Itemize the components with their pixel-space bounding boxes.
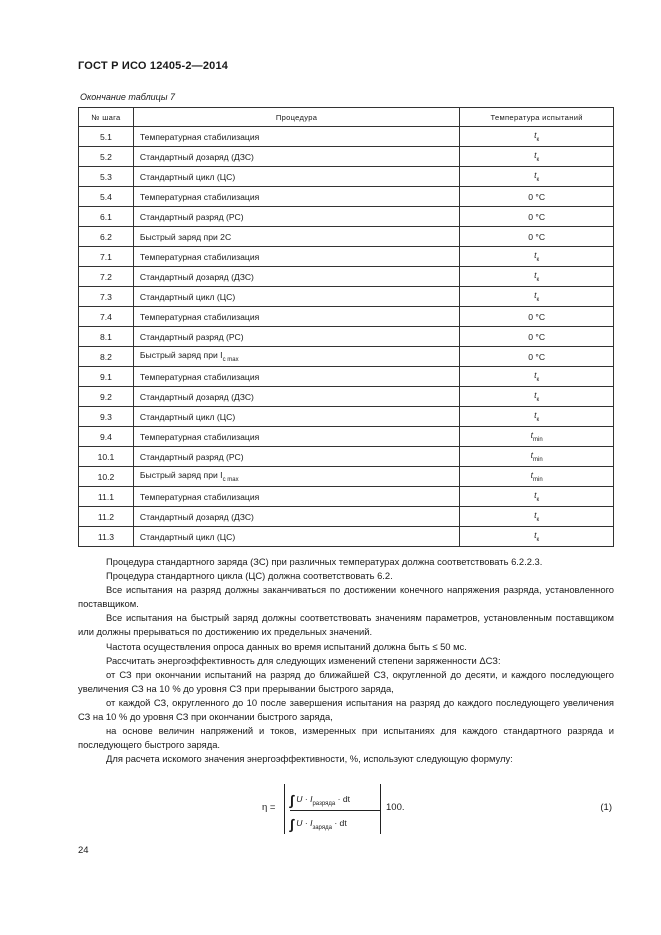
- temperature-subscript: min: [532, 457, 543, 463]
- table-row: [79, 467, 614, 487]
- temperature-value: t: [534, 150, 537, 160]
- table-row: [79, 527, 614, 547]
- procedure-cell: [133, 167, 459, 187]
- temperature-value: t: [534, 370, 537, 380]
- temperature-cell: [460, 347, 614, 367]
- integral-sign: ∫: [290, 816, 294, 832]
- table-caption: Окончание таблицы 7: [80, 92, 175, 102]
- temperature-subscript: min: [532, 477, 543, 483]
- temperature-value: t: [534, 250, 537, 260]
- procedure-text: Стандартный дозаряд (ДЗС): [139, 271, 254, 282]
- temperature-cell: [460, 287, 614, 307]
- temperature-value: t: [534, 290, 537, 300]
- integral-sign: ∫: [290, 792, 294, 808]
- table-header-row: [79, 108, 614, 127]
- procedure-text: Стандартный цикл (ЦС): [139, 531, 236, 542]
- temperature-cell: [460, 207, 614, 227]
- temperature-cell: [460, 427, 614, 447]
- procedure-cell: [133, 367, 459, 387]
- temperature-cell: [460, 267, 614, 287]
- procedure-cell: [133, 527, 459, 547]
- procedure-cell: [133, 267, 459, 287]
- temperature-cell: [460, 367, 614, 387]
- procedure-text: Стандартный дозаряд (ДЗС): [139, 391, 254, 402]
- table-row: [79, 367, 614, 387]
- temperature-value: t: [530, 470, 533, 480]
- table-row: [79, 327, 614, 347]
- table-row: [79, 287, 614, 307]
- table-row: [79, 447, 614, 467]
- procedure-text: Стандартный разряд (РС): [139, 331, 244, 342]
- paragraph: на основе величин напряжений и токов, измеренных при испытаниях для каждого стандартного разряда и последующего быстрого заряда.: [78, 725, 614, 751]
- procedure-cell: [133, 327, 459, 347]
- temperature-cell: [460, 187, 614, 207]
- temperature-value: t: [534, 510, 537, 520]
- temperature-value: 0 °C: [528, 211, 546, 222]
- procedure-cell: [133, 127, 459, 147]
- temperature-cell: [460, 387, 614, 407]
- procedure-cell: [133, 247, 459, 267]
- temperature-subscript: к: [536, 277, 540, 283]
- temperature-subscript: к: [536, 497, 540, 503]
- procedure-text: Стандартный разряд (РС): [139, 451, 244, 462]
- step-number: 9.3: [79, 407, 134, 427]
- procedure-cell: [133, 187, 459, 207]
- procedure-text: Температурная стабилизация: [139, 131, 260, 142]
- temperature-value: t: [530, 450, 533, 460]
- step-number: 6.2: [79, 227, 134, 247]
- temperature-subscript: min: [532, 437, 543, 443]
- temperature-value: 0 °C: [528, 331, 546, 342]
- paragraph: от каждой СЗ, округленного до 10 после завершения испытания на разряд до каждого последующего увеличения СЗ на 10 % до уровня СЗ при окончании быстрого заряда,: [78, 696, 614, 723]
- temperature-subscript: к: [536, 377, 540, 383]
- procedure-text: Стандартный цикл (ЦС): [139, 291, 236, 302]
- procedure-text: Стандартный цикл (ЦС): [139, 411, 236, 422]
- temperature-subscript: к: [536, 137, 540, 143]
- procedure-text: Стандартный дозаряд (ДЗС): [139, 511, 254, 522]
- temperature-value: t: [534, 390, 537, 400]
- paragraph: Частота осуществления опроса данных во время испытаний должна быть ≤ 50 мс.: [106, 640, 467, 652]
- formula-denominator: ∫ $U \cdot I_{заряда}$ · dt: [290, 816, 347, 832]
- temperature-value: t: [530, 430, 533, 440]
- temperature-subscript: к: [536, 157, 540, 163]
- temperature-cell: [460, 407, 614, 427]
- step-number: 8.1: [79, 327, 134, 347]
- step-number: 9.1: [79, 367, 134, 387]
- equation-number: (1): [600, 802, 612, 813]
- procedure-cell: [133, 447, 459, 467]
- steps-table: [78, 107, 614, 547]
- table-row: [79, 127, 614, 147]
- procedure-cell: [133, 287, 459, 307]
- temperature-value: t: [534, 490, 537, 500]
- paragraph: Все испытания на разряд должны заканчиваться по достижении конечного напряжения разряда, установленного поставщиком.: [78, 584, 614, 610]
- step-number: 9.2: [79, 387, 134, 407]
- procedure-cell: [133, 387, 459, 407]
- table-row: [79, 267, 614, 287]
- procedure-subscript: c max: [222, 477, 239, 483]
- temperature-subscript: к: [536, 257, 540, 263]
- temperature-value: t: [534, 170, 537, 180]
- efficiency-formula: [78, 780, 614, 840]
- table-row: [79, 227, 614, 247]
- temperature-cell: [460, 447, 614, 467]
- step-number: 10.2: [79, 467, 134, 487]
- table-row: [79, 247, 614, 267]
- temperature-subscript: к: [536, 297, 540, 303]
- temperature-cell: [460, 487, 614, 507]
- body-text: [78, 555, 614, 766]
- temperature-cell: [460, 527, 614, 547]
- column-header-step: № шага: [79, 108, 134, 127]
- procedure-cell: [133, 307, 459, 327]
- temperature-value: t: [534, 270, 537, 280]
- temperature-value: 0 °C: [528, 311, 546, 322]
- procedure-text: Стандартный разряд (РС): [139, 211, 244, 222]
- procedure-text: Быстрый заряд при I: [139, 350, 223, 360]
- procedure-cell: [133, 427, 459, 447]
- step-number: 7.1: [79, 247, 134, 267]
- procedure-cell: [133, 507, 459, 527]
- step-number: 11.1: [79, 487, 134, 507]
- step-number: 5.1: [79, 127, 134, 147]
- procedure-text: Быстрый заряд при I: [139, 470, 223, 480]
- step-number: 6.1: [79, 207, 134, 227]
- table-row: [79, 147, 614, 167]
- temperature-cell: [460, 127, 614, 147]
- table-row: [79, 207, 614, 227]
- step-number: 5.4: [79, 187, 134, 207]
- temperature-cell: [460, 247, 614, 267]
- temperature-subscript: к: [536, 517, 540, 523]
- procedure-text: Стандартный цикл (ЦС): [139, 171, 236, 182]
- paragraph: Процедура стандартного заряда (ЗС) при различных температурах должна соответствовать 6.2.2.3.: [106, 556, 543, 567]
- step-number: 5.2: [79, 147, 134, 167]
- paragraph: Рассчитать энергоэффективность для следующих изменений степени заряженности ΔСЗ:: [106, 654, 501, 666]
- step-number: 7.3: [79, 287, 134, 307]
- temperature-cell: [460, 147, 614, 167]
- temperature-cell: [460, 507, 614, 527]
- temperature-subscript: к: [536, 537, 540, 543]
- temperature-cell: [460, 227, 614, 247]
- step-number: 10.1: [79, 447, 134, 467]
- column-header-procedure: Процедура: [133, 108, 459, 127]
- table-row: [79, 427, 614, 447]
- formula-left-bar: [284, 784, 285, 834]
- procedure-text: Температурная стабилизация: [139, 371, 260, 382]
- formula-multiplier: 100.: [386, 802, 405, 813]
- paragraph: Все испытания на быстрый заряд должны соответствовать значениям параметров, установленным поставщиком или должны прерываться по достижению их предельных значений.: [78, 612, 614, 638]
- step-number: 8.2: [79, 347, 134, 367]
- step-number: 11.3: [79, 527, 134, 547]
- procedure-text: Быстрый заряд при 2С: [139, 231, 232, 242]
- procedure-text: Температурная стабилизация: [139, 431, 260, 442]
- page-number: 24: [78, 845, 89, 856]
- procedure-subscript: c max: [222, 357, 239, 363]
- formula-right-bar: [380, 784, 381, 834]
- temperature-value: 0 °C: [528, 351, 546, 362]
- formula-numerator: ∫ $U \cdot I_{разряда}$ · dt: [290, 792, 350, 808]
- column-header-temperature: Температура испытаний: [460, 108, 614, 127]
- temperature-value: t: [534, 410, 537, 420]
- procedure-text: Температурная стабилизация: [139, 251, 260, 262]
- table-row: [79, 347, 614, 367]
- table-row: [79, 487, 614, 507]
- temperature-cell: [460, 307, 614, 327]
- step-number: 9.4: [79, 427, 134, 447]
- temperature-cell: [460, 467, 614, 487]
- procedure-cell: [133, 207, 459, 227]
- table-row: [79, 167, 614, 187]
- procedure-text: Стандартный дозаряд (ДЗС): [139, 151, 254, 162]
- step-number: 7.2: [79, 267, 134, 287]
- table-row: [79, 407, 614, 427]
- temperature-subscript: к: [536, 177, 540, 183]
- temperature-value: 0 °C: [528, 231, 546, 242]
- temperature-cell: [460, 327, 614, 347]
- document-header: ГОСТ Р ИСО 12405-2—2014: [78, 60, 229, 72]
- temperature-subscript: к: [536, 397, 540, 403]
- table-row: [79, 387, 614, 407]
- procedure-text: Температурная стабилизация: [139, 191, 260, 202]
- procedure-text: Температурная стабилизация: [139, 491, 260, 502]
- table-row: [79, 307, 614, 327]
- temperature-value: t: [534, 130, 537, 140]
- fraction-line: [290, 810, 380, 811]
- procedure-cell: [133, 467, 459, 487]
- procedure-cell: [133, 487, 459, 507]
- procedure-cell: [133, 347, 459, 367]
- paragraph: Для расчета искомого значения энергоэффективности, %, используют следующую формулу:: [106, 753, 513, 765]
- table-row: [79, 187, 614, 207]
- table-row: [79, 507, 614, 527]
- step-number: 11.2: [79, 507, 134, 527]
- procedure-cell: [133, 147, 459, 167]
- procedure-cell: [133, 227, 459, 247]
- temperature-cell: [460, 167, 614, 187]
- formula-lhs: η =: [262, 802, 276, 813]
- step-number: 7.4: [79, 307, 134, 327]
- step-number: 5.3: [79, 167, 134, 187]
- temperature-value: t: [534, 530, 537, 540]
- procedure-cell: [133, 407, 459, 427]
- temperature-subscript: к: [536, 417, 540, 423]
- paragraph: от СЗ при окончании испытаний на разряд до ближайшей СЗ, округленной до десяти, и каждого последующего увеличения СЗ на 10 % до уровня СЗ при прерывании быстрого заряда,: [78, 668, 614, 694]
- temperature-value: 0 °C: [528, 191, 546, 202]
- procedure-text: Температурная стабилизация: [139, 311, 260, 322]
- paragraph: Процедура стандартного цикла (ЦС) должна соответствовать 6.2.: [106, 570, 393, 582]
